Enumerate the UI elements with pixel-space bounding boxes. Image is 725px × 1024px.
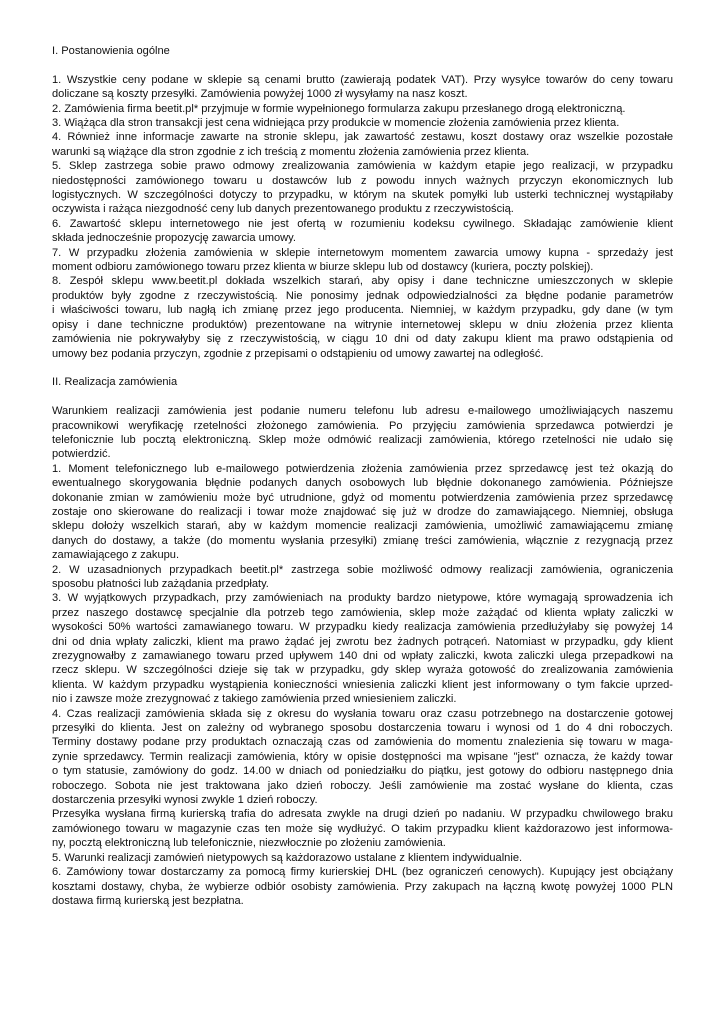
text-line: 1. Wszystkie ceny podane w sklepie są cenami brutto (zawierają podatek VAT). Przy wysyłce towarów do ceny towaru: [52, 73, 673, 86]
text-line: o tym statusie, zamówiony do godz. 14.00 w dniach od poniedziałku do piątku, jest gotowy do odbioru następnego dnia: [52, 765, 673, 778]
paragraph: [52, 865, 673, 908]
text-line: wysokości 50% wartości zamawianego towaru. W przypadku kiedy realizacja zamówienia przedłużyłaby się powyżej 14: [52, 621, 673, 634]
text-line: 2. W uzasadnionych przypadkach beetit.pl* zastrzega sobie możliwość odmowy realizacji zamówienia, ograniczenia: [52, 563, 673, 576]
text-line: umowy bez podania przyczyn, zgodnie z przepisami o odstąpieniu od umowy zawartej na odległość.: [52, 347, 544, 360]
text-line: przesyłki do klienta. Jest on zależny od wybranego sposobu dostarczenia towaru i wynosi od 1 do 4 dni roboczych.: [52, 722, 673, 735]
text-line: sposobu płatności lub zażądania przedpłaty.: [52, 577, 269, 590]
paragraph: [52, 404, 673, 462]
text-line: rzecz sklepu. W szczególności dzieje się tak w przypadku, gdy sklep wyraża gotowość do zrealizowania zamówienia: [52, 664, 673, 677]
paragraph: [52, 73, 673, 102]
text-line: danych do dostawy, a także (do momentu wysłania przesyłki) zmianę treści zamówienia, włącznie z rezygnacją przez: [52, 534, 673, 547]
text-line: opisy i dane techniczne produktów) prezentowane na witrynie internetowej sklepu w dniu złożenia przez klienta: [52, 318, 673, 331]
text-line: produktów były zgodne z rzeczywistością. Nie ponosimy jednak odpowiedzialności za błędne podanie parametrów: [52, 289, 673, 302]
text-line: zynie sprzedawcy. Termin realizacji zamówienia, który w opisie dostępności ma wpisane "jest" oznacza, że każdy towar: [52, 750, 673, 763]
text-line: zamawiającego z zakupu.: [52, 549, 180, 562]
text-line: moment odbioru zamówionego towaru przez klienta w biurze sklepu lub od dostawcy (kuriera, poczty polskiej).: [52, 261, 594, 274]
section-body: [52, 73, 673, 361]
text-line: zrezygnowałby z zamawianego towaru przed upływem 140 dni od wpłaty zaliczki, kwota zaliczki ulega przepadkowi na: [52, 650, 673, 663]
text-line: dostarczenia przesyłki wynosi zwykle 1 dzień roboczy.: [52, 794, 318, 807]
text-line: klienta. W każdym przypadku wystąpienia konieczności wniesienia zaliczki klient jest informowany o tym fakcie uprzed-: [52, 678, 673, 691]
paragraph: [52, 102, 673, 116]
text-line: 4. Czas realizacji zamówienia składa się z okresu do wysłania towaru oraz czasu potrzebnego na dostarczenie gotowej: [52, 707, 673, 720]
text-line: potwierdzić.: [52, 448, 111, 461]
section-heading: I. Postanowienia ogólne: [52, 45, 170, 57]
text-line: przez naszego dostawcę specjalnie dla potrzeb tego zamówienia, sklep może zażądać od klienta wpłaty zaliczki w: [52, 606, 673, 619]
text-line: 7. W przypadku złożenia zamówienia w sklepie internetowym momentem zawarcia umowy kupna - sprzedaży jest: [52, 246, 673, 259]
text-line: kosztami dostawy, chyba, że wybierze odbiór osobisty zamówienia. Przy zakupach na łączną kwotę powyżej 1000 PLN: [52, 880, 673, 893]
text-line: 3. W wyjątkowych przypadkach, przy zamówieniach na produkty bardzo nietypowe, które wymagają sprowadzenia ich: [52, 592, 673, 605]
paragraph: [52, 851, 673, 865]
text-line: niedostępności zamówionego towaru u dostawców lub z powodu innych ważnych przyczyn ekonomicznych lub: [52, 174, 673, 187]
text-line: pracownikowi weryfikację rzetelności złożonego zamówienia. Po przyjęciu zamówienia sprzedawca potwierdzi je: [52, 419, 673, 432]
text-line: zamówionego towaru w magazynie czas ten może się wydłużyć. O takim przypadku klient każdorazowo jest informowa-: [52, 822, 673, 835]
text-line: 6. Zamówiony towar dostarczamy za pomocą firmy kurierskiej DHL (bez ograniczeń cenowych). Kupujący jest obciążany: [52, 866, 673, 879]
text-line: ewentualnego skorygowania błędnie podanych danych osobowych lub błędnie dokonanego zamówienia. Późniejsze: [52, 477, 673, 490]
paragraph: [52, 591, 673, 706]
text-line: roboczego. Sobota nie jest traktowana jako dzień roboczy. Jeśli zamówienie ma zostać wysłane do klienta, czas: [52, 779, 673, 792]
text-line: doliczane są koszty przesyłki. Zamówienia powyżej 1000 zł wysyłamy na nasz koszt.: [52, 88, 468, 101]
text-line: 3. Wiążąca dla stron transakcji jest cena widniejąca przy produkcie w momencie złożenia zamówienia przez klienta.: [52, 117, 620, 130]
text-line: oczywista i rażąca niezgodność ceny lub danych prezentowanego produktu z rzeczywistością.: [52, 203, 514, 216]
paragraph: [52, 217, 673, 246]
text-line: 4. Również inne informacje zawarte na stronie sklepu, jak zawartość zestawu, koszt dostawy oraz wszelkie pozostałe: [52, 131, 673, 144]
text-line: sklepu dołoży wszelkich starań, aby w każdym momencie realizacji zamówienia, umożliwić zamawiającemu zmianę: [52, 520, 673, 533]
text-line: zamówienia nie pokrywałyby się z rzeczywistością, w ciągu 10 dni od daty zakupu klient ma prawo odstąpienia od: [52, 333, 673, 346]
paragraph: [52, 246, 673, 275]
text-line: nio i zawsze może zrezygnować z takiego zamówienia przed wniesieniem zaliczki.: [52, 693, 457, 706]
text-line: 5. Sklep zastrzega sobie prawo odmowy zrealizowania zamówienia w każdym etapie jego realizacji, w przypadku: [52, 160, 673, 173]
text-line: Terminy dostawy podane przy produktach oznaczają czas od zamówienia do momentu znalezienia się towaru w maga-: [52, 736, 673, 749]
paragraph: [52, 707, 673, 808]
paragraph: [52, 159, 673, 217]
section-body: [52, 404, 673, 908]
text-line: telefonicznie lub pocztą elektroniczną. Sklep może odmówić realizacji zamówienia, którego rzetelności nie udało się: [52, 433, 673, 446]
text-line: ny, pocztą elektroniczną lub telefonicznie, niezwłocznie po złożeniu zamówienia.: [52, 837, 446, 850]
paragraph: [52, 462, 673, 563]
text-line: Warunkiem realizacji zamówienia jest podanie numeru telefonu lub adresu e-mailowego umożliwiających naszemu: [52, 405, 673, 418]
section-order-fulfillment: [52, 375, 673, 908]
text-line: 1. Moment telefonicznego lub e-mailowego potwierdzenia złożenia zamówienia przez sprzedawcę jest też okazją do: [52, 462, 673, 475]
section-general-provisions: [52, 44, 673, 361]
text-line: składa jednocześnie propozycję zawarcia umowy.: [52, 232, 296, 245]
paragraph: [52, 563, 673, 592]
text-line: dokonanie zmian w zamówieniu może być utrudnione, gdyż od momentu potwierdzenia zamówienia przez sprzedawcę: [52, 491, 673, 504]
paragraph: [52, 274, 673, 360]
text-line: 6. Zawartość sklepu internetowego nie jest ofertą w rozumieniu kodeksu cywilnego. Składając zamówienie klient: [52, 217, 673, 230]
paragraph: [52, 130, 673, 159]
text-line: dostawa firmą kurierską jest bezpłatna.: [52, 894, 244, 907]
text-line: 8. Zespół sklepu www.beetit.pl dokłada wszelkich starań, aby opisy i dane techniczne umieszczonych w sklepie: [52, 275, 673, 288]
text-line: 5. Warunki realizacji zamówień nietypowych są każdorazowo ustalane z klientem indywidualnie.: [52, 851, 523, 864]
paragraph: [52, 116, 673, 130]
text-line: i właściwości towaru, lub nagłą ich zmianę przez jego producenta. Niemniej, w każdym przypadku, gdy dane (w tym: [52, 304, 673, 317]
text-line: dni od dnia wpłaty zaliczki, klient ma prawo żądać jej zwrotu bez żadnych potrąceń. Natomiast w przypadku, gdy klient: [52, 635, 673, 648]
text-line: logistycznych. W szczególności dotyczy to przypadku, w którym na skutek pomyłki lub usterki technicznej wystąpiłaby: [52, 189, 673, 202]
text-line: Przesyłka wysłana firmą kurierską trafia do adresata zwykle na drugi dzień po nadaniu. W przypadku chwilowego braku: [52, 808, 673, 821]
section-heading: II. Realizacja zamówienia: [52, 376, 178, 389]
paragraph: [52, 807, 673, 850]
text-line: 2. Zamówienia firma beetit.pl* przyjmuje w formie wypełnionego formularza zakupu przesłanego drogą elektroniczną.: [52, 102, 626, 115]
text-line: zostaje ono skierowane do realizacji i towar może znajdować się już w drodze do zamawiającego. Niemniej, obsługa: [52, 505, 673, 518]
text-line: warunki są wiążące dla stron zgodnie z ich treścią z momentu złożenia zamówienia przez klienta.: [52, 145, 530, 158]
